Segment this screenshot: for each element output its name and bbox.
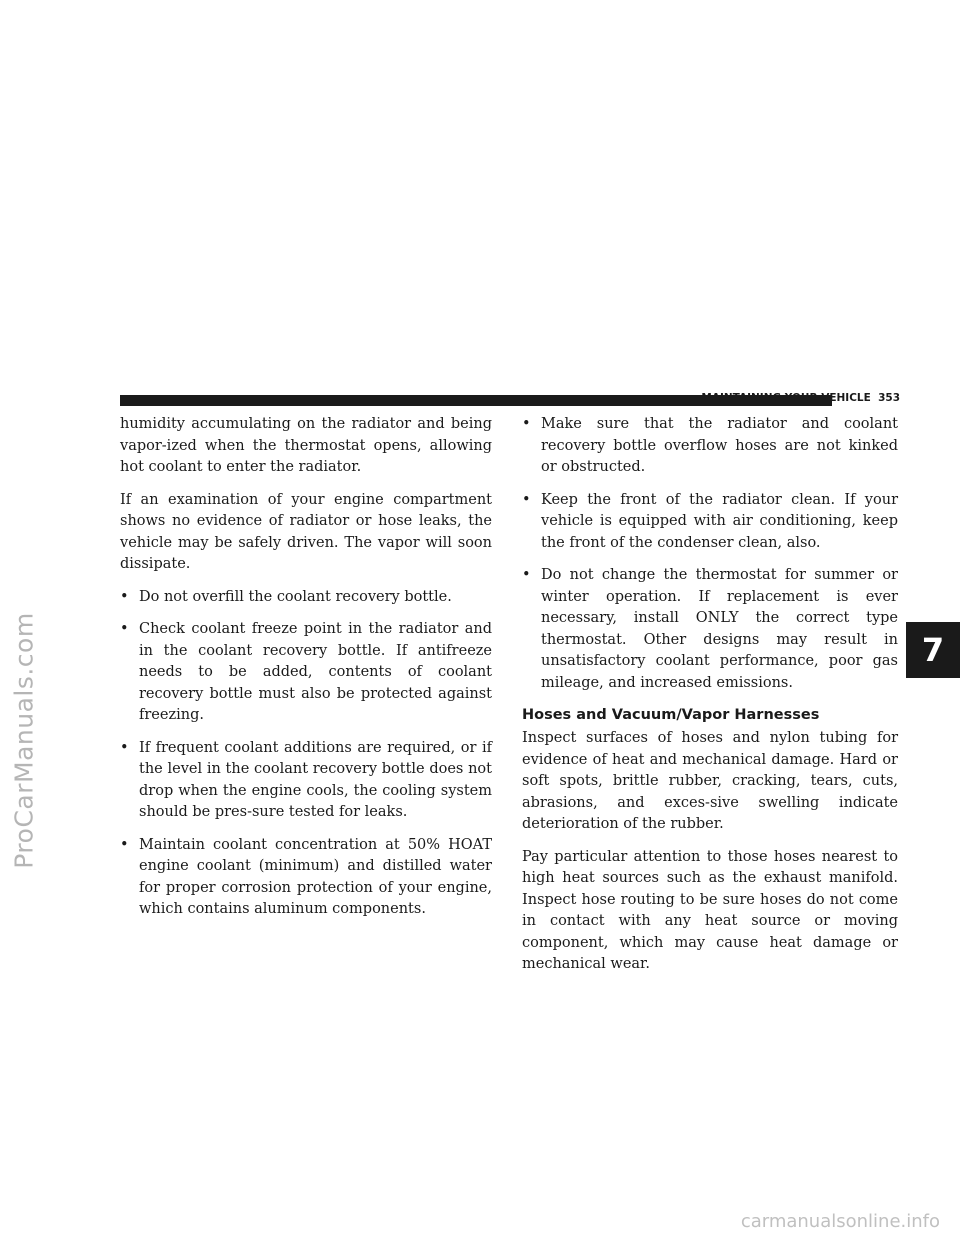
list-item-text: Do not overfill the coolant recovery bottle. (139, 588, 452, 605)
section-heading: Hoses and Vacuum/Vapor Harnesses (522, 707, 820, 723)
list-item-text: Keep the front of the radiator clean. If your vehicle is equipped with air conditioning, keep the front of the condenser clean, also. (541, 491, 898, 551)
list-item-text: Check coolant freeze point in the radiator and in the coolant recovery bottle. If antifreeze needs to be added, contents of coolant recovery bottle must also be protected against freezing. (139, 621, 492, 723)
list-item (522, 490, 898, 555)
bullet-icon: • (522, 416, 531, 432)
list-item (120, 587, 492, 609)
paragraph: Inspect surfaces of hoses and nylon tubing for evidence of heat and mechanical damage. Hard or soft spots, brittle rubber, cracking, tears, cuts, abrasions, and exces-sive swelling indicate deterioration of the rubber. (522, 730, 898, 832)
list-item-text: Maintain coolant concentration at 50% HOAT engine coolant (minimum) and distilled water for proper corrosion protection of your engine, which contains aluminum components. (139, 836, 492, 917)
bullet-icon: • (522, 567, 531, 583)
list-item (120, 738, 492, 824)
bullet-icon: • (120, 739, 129, 756)
bullet-list (522, 414, 898, 694)
list-item (522, 565, 898, 694)
chapter-tab: 7 (906, 622, 960, 678)
paragraph: If an examination of your engine compartment shows no evidence of radiator or hose leaks, the vehicle may be safely driven. The vapor will soon dissipate. (120, 491, 492, 572)
bullet-list (120, 587, 492, 921)
bullet-icon: • (522, 491, 531, 508)
footer-watermark: carmanualsonline.info (740, 1211, 940, 1232)
running-header (701, 392, 900, 404)
list-item-text: Do not change the thermostat for summer or winter operation. If replacement is ever necessary, install ONLY the correct type thermostat. Other designs may result in unsatisfactory coolant performance, poor gas mileage, and increased emissions. (541, 567, 898, 691)
list-item (120, 619, 492, 727)
right-column (522, 414, 898, 987)
list-item-text: Make sure that the radiator and coolant recovery bottle overflow hoses are not kinked or obstructed. (541, 416, 898, 475)
bullet-icon: • (120, 836, 129, 853)
list-item (522, 414, 898, 479)
bullet-icon: • (120, 588, 129, 605)
paragraph: Pay particular attention to those hoses nearest to high heat sources such as the exhaust manifold. Inspect hose routing to be sure hoses do not come in contact with any heat source or moving component, which may cause heat damage or mechanical wear. (522, 848, 898, 972)
bullet-icon: • (120, 621, 129, 637)
paragraph: humidity accumulating on the radiator and being vapor-ized when the thermostat opens, allowing hot coolant to enter the radiator. (120, 416, 492, 475)
section-title: MAINTAINING YOUR VEHICLE (701, 392, 871, 404)
side-watermark-text: ProCarManuals.com (9, 611, 39, 869)
page-number: 353 (878, 392, 900, 404)
list-item (120, 835, 492, 921)
side-watermark (4, 510, 44, 970)
list-item-text: If frequent coolant additions are required, or if the level in the coolant recovery bottle does not drop when the engine cools, the cooling system should be pres-sure tested for leaks. (139, 739, 492, 820)
left-column (120, 414, 492, 932)
